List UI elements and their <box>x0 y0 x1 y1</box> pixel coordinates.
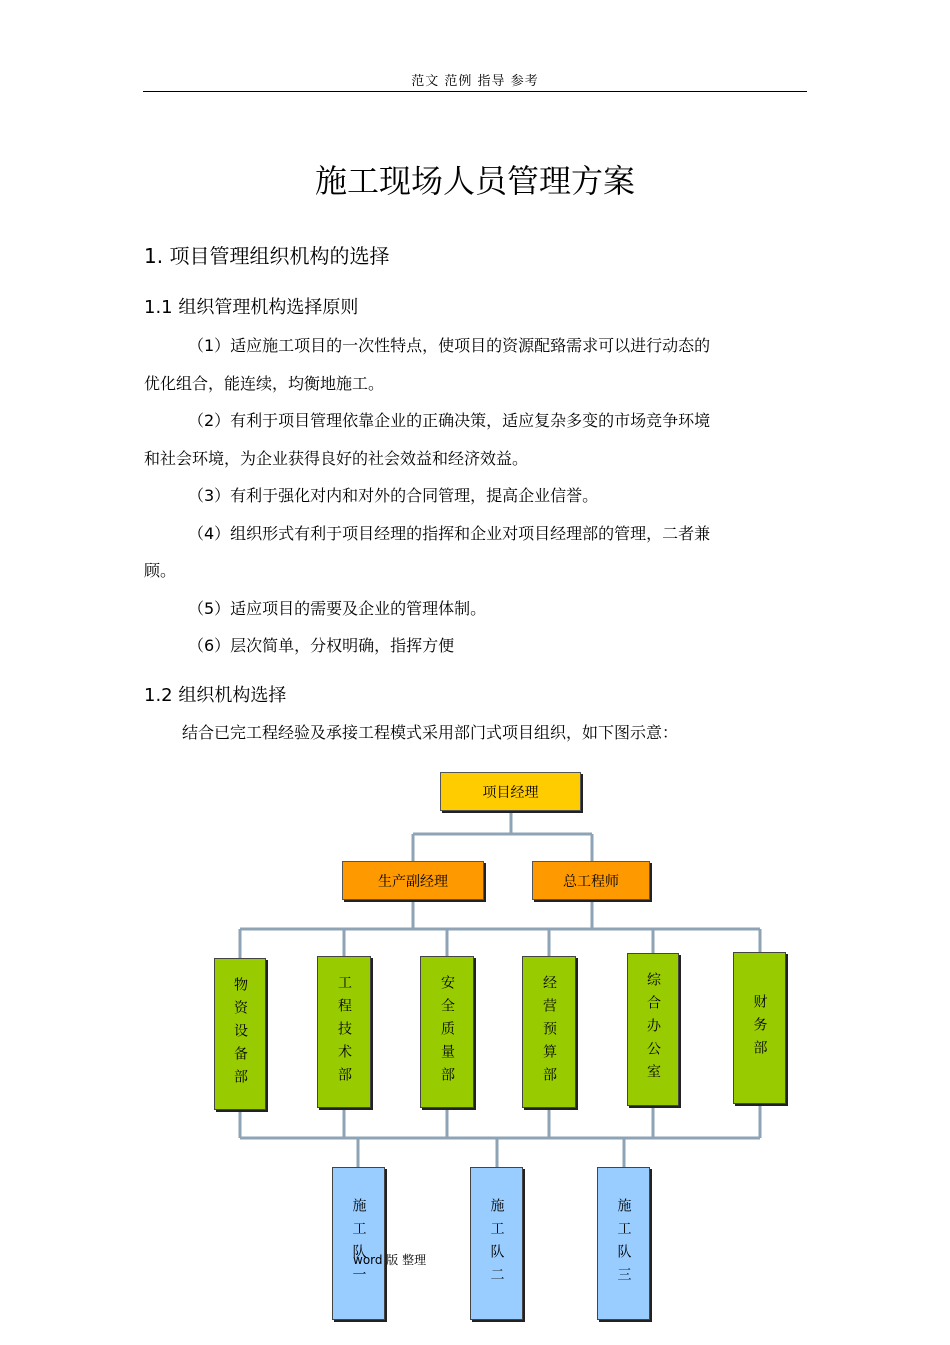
dept-finance-box <box>733 952 786 1104</box>
production-deputy-label: 生产副经理 <box>378 873 448 890</box>
page-footer: word 版 整理 <box>353 1253 427 1267</box>
project-manager-box <box>440 772 581 811</box>
dept-engineering-label: 工程技术部 <box>336 974 352 1090</box>
section-1-1-heading: 1.1 组织管理机构选择原则 <box>144 297 359 318</box>
dept-budget-box <box>522 956 576 1108</box>
team-3-box <box>597 1167 650 1320</box>
section-1-2-intro: 结合已完工程经验及承接工程模式采用部门式项目组织，如下图示意： <box>182 723 679 742</box>
document-title: 施工现场人员管理方案 <box>314 162 635 200</box>
dept-materials-box <box>214 958 266 1110</box>
production-deputy-box <box>342 861 484 900</box>
dept-office-box <box>627 953 679 1106</box>
dept-finance-label: 财务部 <box>751 993 768 1063</box>
dept-budget-label: 经营预算部 <box>541 974 557 1090</box>
principle-4-line-1: （4）组织形式有利于项目经理的指挥和企业对项目经理部的管理，二者兼 <box>188 524 711 543</box>
dept-safety-quality-label: 安全质量部 <box>439 974 455 1090</box>
principle-5: （5）适应项目的需要及企业的管理体制。 <box>188 599 487 618</box>
dept-engineering-box <box>317 956 371 1108</box>
principle-2-line-2: 和社会环境，为企业获得良好的社会效益和经济效益。 <box>144 449 529 468</box>
principle-4-line-2: 顾。 <box>144 561 177 580</box>
principle-6: （6）层次简单，分权明确，指挥方便 <box>188 636 455 655</box>
page-header: 范文 范例 指导 参考 <box>411 74 539 89</box>
project-manager-label: 项目经理 <box>482 784 539 801</box>
section-1-heading: 1. 项目管理组织机构的选择 <box>144 244 390 268</box>
chief-engineer-box <box>532 861 650 900</box>
team-3-label: 施工队三 <box>615 1197 632 1290</box>
principle-3: （3）有利于强化对内和对外的合同管理，提高企业信誉。 <box>188 486 599 505</box>
principle-2-line-1: （2）有利于项目管理依靠企业的正确决策，适应复杂多变的市场竞争环境 <box>188 411 711 430</box>
chief-engineer-label: 总工程师 <box>563 873 619 890</box>
dept-materials-label: 物资设备部 <box>232 976 248 1092</box>
dept-safety-quality-box <box>420 956 474 1108</box>
team-1-label: 施工队一 <box>350 1197 367 1290</box>
team-1-box <box>332 1167 385 1320</box>
section-1-2-heading: 1.2 组织机构选择 <box>144 685 287 706</box>
team-2-label: 施工队二 <box>488 1197 505 1290</box>
team-2-box <box>470 1167 523 1320</box>
principle-1-line-1: （1）适应施工项目的一次性特点，使项目的资源配臵需求可以进行动态的 <box>188 336 711 355</box>
principle-1-line-2: 优化组合，能连续，均衡地施工。 <box>144 374 385 393</box>
dept-office-label: 综合办公室 <box>645 972 661 1087</box>
